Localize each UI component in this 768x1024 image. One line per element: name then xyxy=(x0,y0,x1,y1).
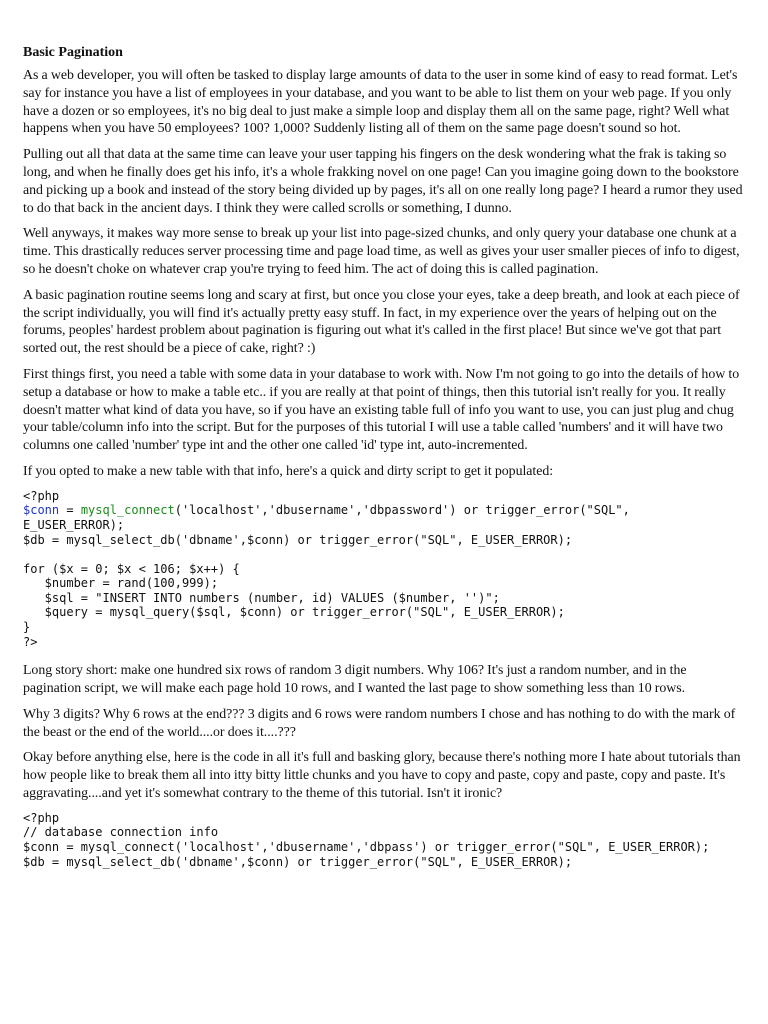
code-line: $number = rand(100,999); xyxy=(23,576,219,591)
code-line: $db = mysql_select_db('dbname',$conn) or trigger_error("SQL", E_USER_ERROR); xyxy=(23,532,573,547)
code-line: <?php xyxy=(23,488,60,503)
code-text: ('localhost','dbusername','dbpassword') or trigger_error("SQL", xyxy=(174,503,630,518)
paragraph-pagination-definition: Well anyways, it makes way more sense to break up your list into page-sized chunks, and only query your database one chunk at a time. This drastically reduces server processing time and page load time, as well as gives your user smaller pieces of info to digest, so he doesn't choke on whatever crap you're trying to feed him. The act of doing this is called pagination. xyxy=(23,226,740,277)
code-block-populate xyxy=(23,489,745,650)
code-line: ?> xyxy=(23,634,38,649)
code-line: $db = mysql_select_db('dbname',$conn) or trigger_error("SQL", E_USER_ERROR); xyxy=(23,854,573,869)
paragraph-full-code-intro: Okay before anything else, here is the code in all it's full and basking glory, because there's nothing more I hate about tutorials than how people like to break them all into itty bitty little chunks and you have to copy and paste, copy and paste, copy and paste. It's aggravating....and yet it's somewhat contrary to the theme of this tutorial. Isn't it ironic? xyxy=(23,750,741,802)
paragraph-long-story: Long story short: make one hundred six rows of random 3 digit numbers. Why 106? It's just a random number, and in the pagination script, we will make each page hold 10 rows, and I wanted the last page to show something less than 10 rows. xyxy=(23,663,687,697)
article-title: Basic Pagination xyxy=(23,45,123,60)
paragraph-three-digits: Why 3 digits? Why 6 rows at the end??? 3 digits and 6 rows were random numbers I chose and has nothing to do with the mark of the beast or the end of the world....or does it....??? xyxy=(23,706,736,740)
code-line: <?php xyxy=(23,810,60,825)
code-variable: $conn xyxy=(23,503,60,518)
paragraph-intro: As a web developer, you will often be tasked to display large amounts of data to the user in some kind of easy to read format. Let's say for instance you have a list of employees in your database, and you want to be able to list them on your web page. If you only have a dozen or so employees, it's no big deal to just make a simple loop and display them all on the same page, right? Well what happens when you have 50 employees? 100? 1,000? Suddenly listing all of them on the same page doesn't sound so hot. xyxy=(23,68,738,137)
code-line: E_USER_ERROR); xyxy=(23,517,125,532)
paragraph-routine: A basic pagination routine seems long and scary at first, but once you close your eyes, take a deep breath, and look at each piece of the script individually, you will find it's actually pretty easy stuff. In fact, in my experience over the years of helping out on the forums, peoples' hardest problem about pagination is figuring out what it's called in the first place! But since we've got that part sorted out, the rest should be a piece of cake, right? :) xyxy=(23,287,740,357)
code-function: mysql_connect xyxy=(80,503,175,518)
code-block-full xyxy=(23,811,745,869)
code-text: = xyxy=(59,503,81,518)
paragraph-table-setup: First things first, you need a table with some data in your database to work with. Now I'm not going to go into the details of how to setup a database or how to make a table etc.. if you are really at that point of things, then this tutorial isn't really for you. It really doesn't matter what kind of data you have, so if you have an existing table full of info you want to use, you can just plug and chug your table/column info into the script. But for the purposes of this tutorial I will use a table called 'numbers' and it will have two columns one called 'number' type int and the other one called 'id' type int, auto-incremented. xyxy=(23,366,740,454)
code-line: } xyxy=(23,620,31,635)
code-line: for ($x = 0; $x < 106; $x++) { xyxy=(23,561,240,576)
document-page xyxy=(23,38,745,882)
code-line: $query = mysql_query($sql, $conn) or trigger_error("SQL", E_USER_ERROR); xyxy=(23,605,565,620)
code-line: $conn = mysql_connect('localhost','dbusername','dbpass') or trigger_error("SQL", E_USER_ERROR); xyxy=(23,840,710,855)
paragraph-populate-intro: If you opted to make a new table with that info, here's a quick and dirty script to get it populated: xyxy=(23,463,554,479)
paragraph-scrolls: Pulling out all that data at the same time can leave your user tapping his fingers on the desk wondering what the frak is taking so long, and when he finally does get his info, it's a whole frakking novel on one page! Can you imagine going down to the bookstore and picking up a book and instead of the story being divided up by pages, it's all on one really long page? I heard a rumor they used to do that back in the ancient days. I think they were called scrolls or something, I dunno. xyxy=(23,147,743,216)
code-line: $sql = "INSERT INTO numbers (number, id) VALUES ($number, '')"; xyxy=(23,590,500,605)
code-line: // database connection info xyxy=(23,825,219,840)
